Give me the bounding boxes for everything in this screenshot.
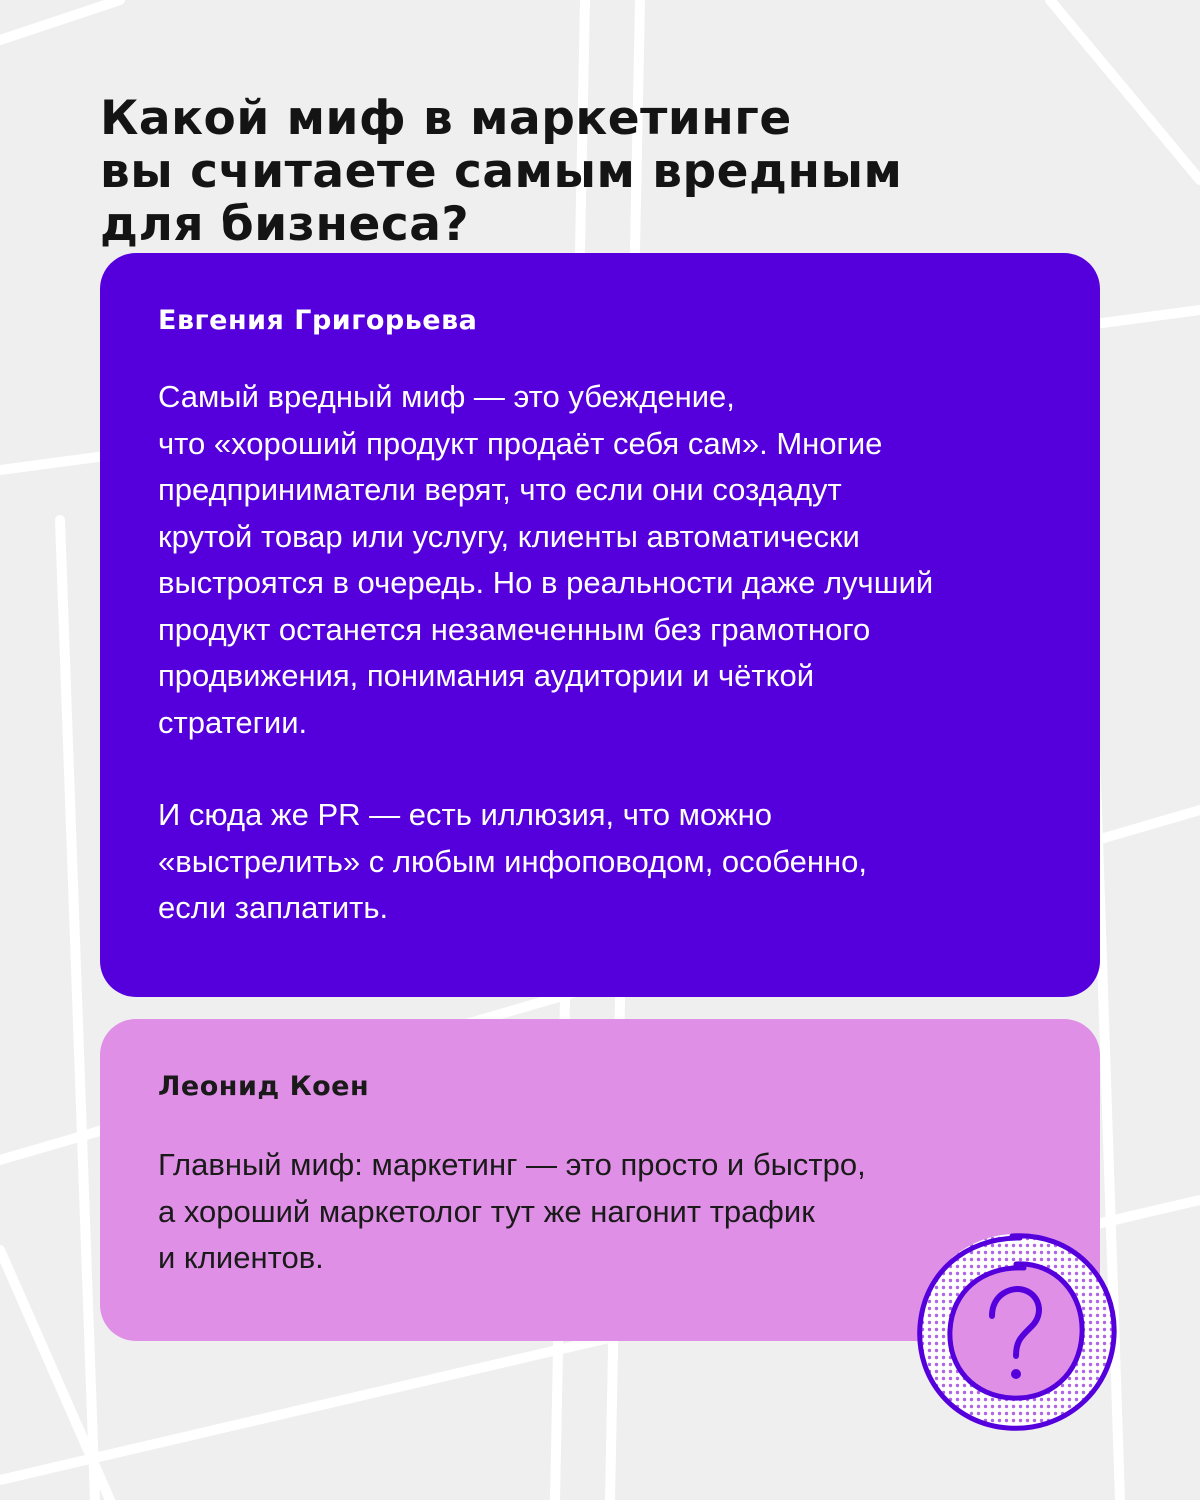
text-line: выстроятся в очередь. Но в реальности даже лучший (158, 565, 934, 600)
answer-paragraph (158, 792, 1042, 932)
text-line: И сюда же PR — есть иллюзия, что можно (158, 797, 772, 832)
title-line: вы считаете самым вредным (100, 144, 903, 199)
text-line: продукт останется незамеченным без грамотного (158, 611, 871, 647)
text-line: «выстрелить» с любым инфоповодом, особенно, (158, 843, 867, 879)
answer-paragraph (158, 374, 1042, 746)
title-line: Какой миф в маркетинге (100, 91, 792, 146)
text-line: крутой товар или услугу, клиенты автоматически (158, 518, 860, 554)
author-name: Евгения Григорьева (158, 305, 478, 336)
text-line: и клиентов. (158, 1240, 324, 1275)
text-line: предприниматели верят, что если они создадут (158, 472, 842, 507)
answer-card-grigorieva (100, 253, 1100, 997)
page-title (100, 92, 1100, 251)
title-line: для бизнеса? (100, 197, 470, 252)
answer-paragraph (158, 1142, 1042, 1282)
text-line: Главный миф: маркетинг — это просто и быстро, (158, 1147, 866, 1182)
text-line: продвижения, понимания аудитории и чёткой (158, 658, 815, 693)
question-mark-icon (912, 1228, 1120, 1436)
text-line: что «хороший продукт продаёт себя сам». Многие (158, 425, 883, 461)
text-line: а хороший маркетолог тут же нагонит трафик (158, 1193, 815, 1229)
text-line: стратегии. (158, 704, 308, 740)
text-line: Самый вредный миф — это убеждение, (158, 379, 735, 414)
text-line: если заплатить. (158, 890, 389, 925)
author-name: Леонид Коен (158, 1071, 370, 1102)
